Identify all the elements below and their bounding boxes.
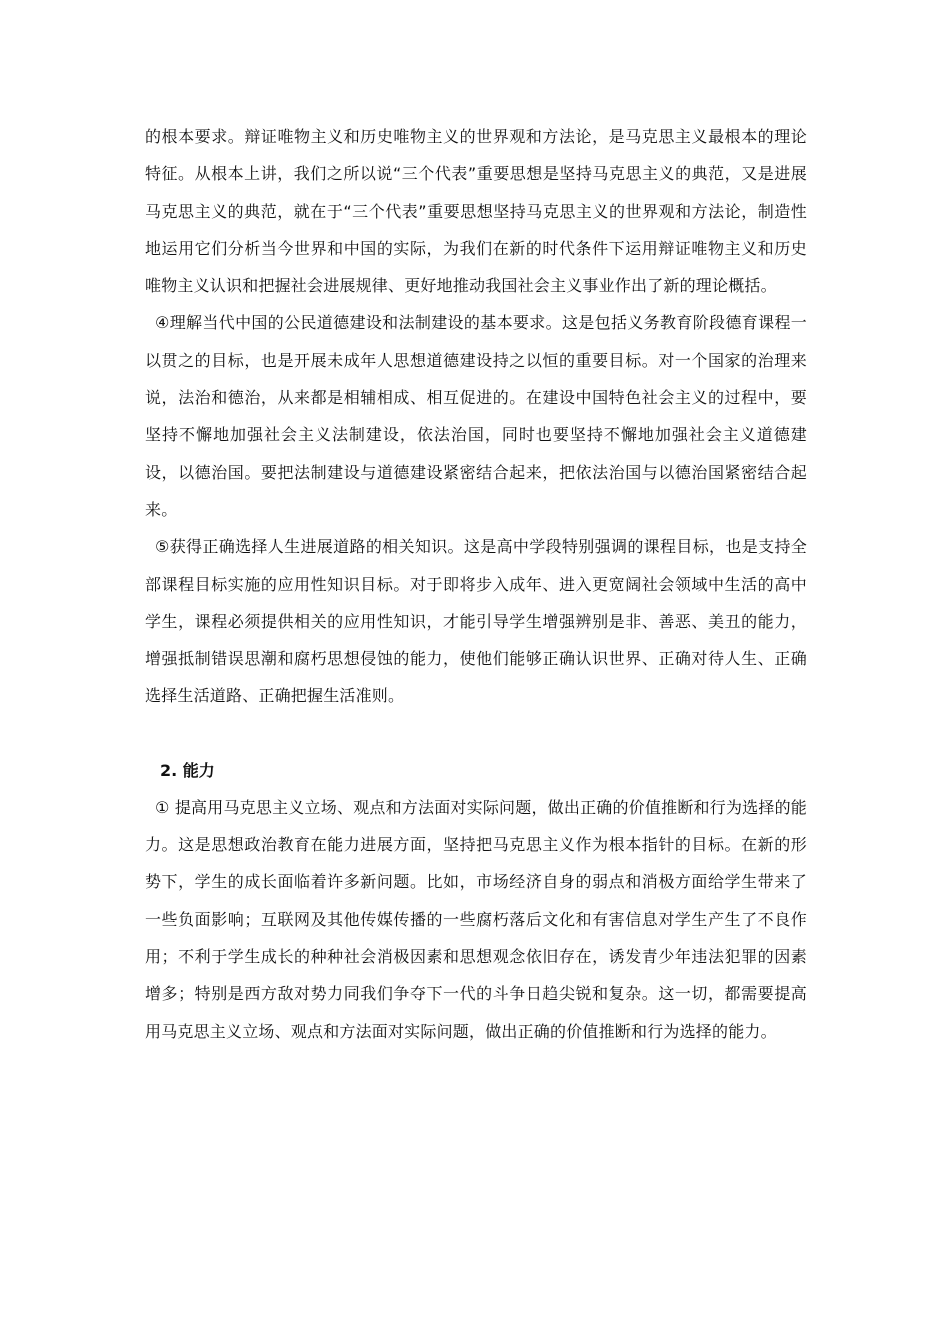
paragraph-moral-legal: ④理解当代中国的公民道德建设和法制建设的基本要求。这是包括义务教育阶段德育课程一以贯之的目标，也是开展未成年人思想道德建设持之以恒的重要目标。对一个国家的治理来说，法治和德治，从来都是相辅相成、相互促进的。在建设中国特色社会主义的过程中，要坚持不懈地加强社会主义法制建设，依法治国，同时也要坚持不懈地加强社会主义道德建设，以德治国。要把法制建设与道德建设紧密结合起来，把依法治国与以德治国紧密结合起来。 <box>145 313 807 519</box>
paragraph-worldview: 的根本要求。辩证唯物主义和历史唯物主义的世界观和方法论，是马克思主义最根本的理论特征。从根本上讲，我们之所以说“三个代表”重要思想是坚持马克思主义的典范，又是进展马克思主义的典范，就在于“三个代表”重要思想坚持马克思主义的世界观和方法论，制造性地运用它们分析当今世界和中国的实际，为我们在新的时代条件下运用辩证唯物主义和历史唯物主义认识和把握社会进展规律、更好地推动我国社会主义事业作出了新的理论概括。 <box>145 127 807 296</box>
document-page <box>145 118 807 1050</box>
paragraph-life-path: ⑤获得正确选择人生进展道路的相关知识。这是高中学段特别强调的课程目标，也是支持全部课程目标实施的应用性知识目标。对于即将步入成年、进入更宽阔社会领域中生活的高中学生，课程必须提供相关的应用性知识，才能引导学生增强辨别是非、善恶、美丑的能力，增强抵制错误思潮和腐朽思想侵蚀的能力，使他们能够正确认识世界、正确对待人生、正确选择生活道路、正确把握生活准则。 <box>145 537 807 706</box>
paragraph-ability: ① 提高用马克思主义立场、观点和方法面对实际问题，做出正确的价值推断和行为选择的能力。这是思想政治教育在能力进展方面，坚持把马克思主义作为根本指针的目标。在新的形势下，学生的成长面临着许多新问题。比如，市场经济自身的弱点和消极方面给学生带来了一些负面影响；互联网及其他传媒传播的一些腐朽落后文化和有害信息对学生产生了不良作用；不利于学生成长的种种社会消极因素和思想观念依旧存在，诱发青少年违法犯罪的因素增多；特别是西方敌对势力同我们争夺下一代的斗争日趋尖锐和复杂。这一切，都需要提高用马克思主义立场、观点和方法面对实际问题，做出正确的价值推断和行为选择的能力。 <box>145 797 807 1041</box>
section-gap <box>145 715 807 752</box>
section-heading: 2. 能力 <box>160 760 215 780</box>
